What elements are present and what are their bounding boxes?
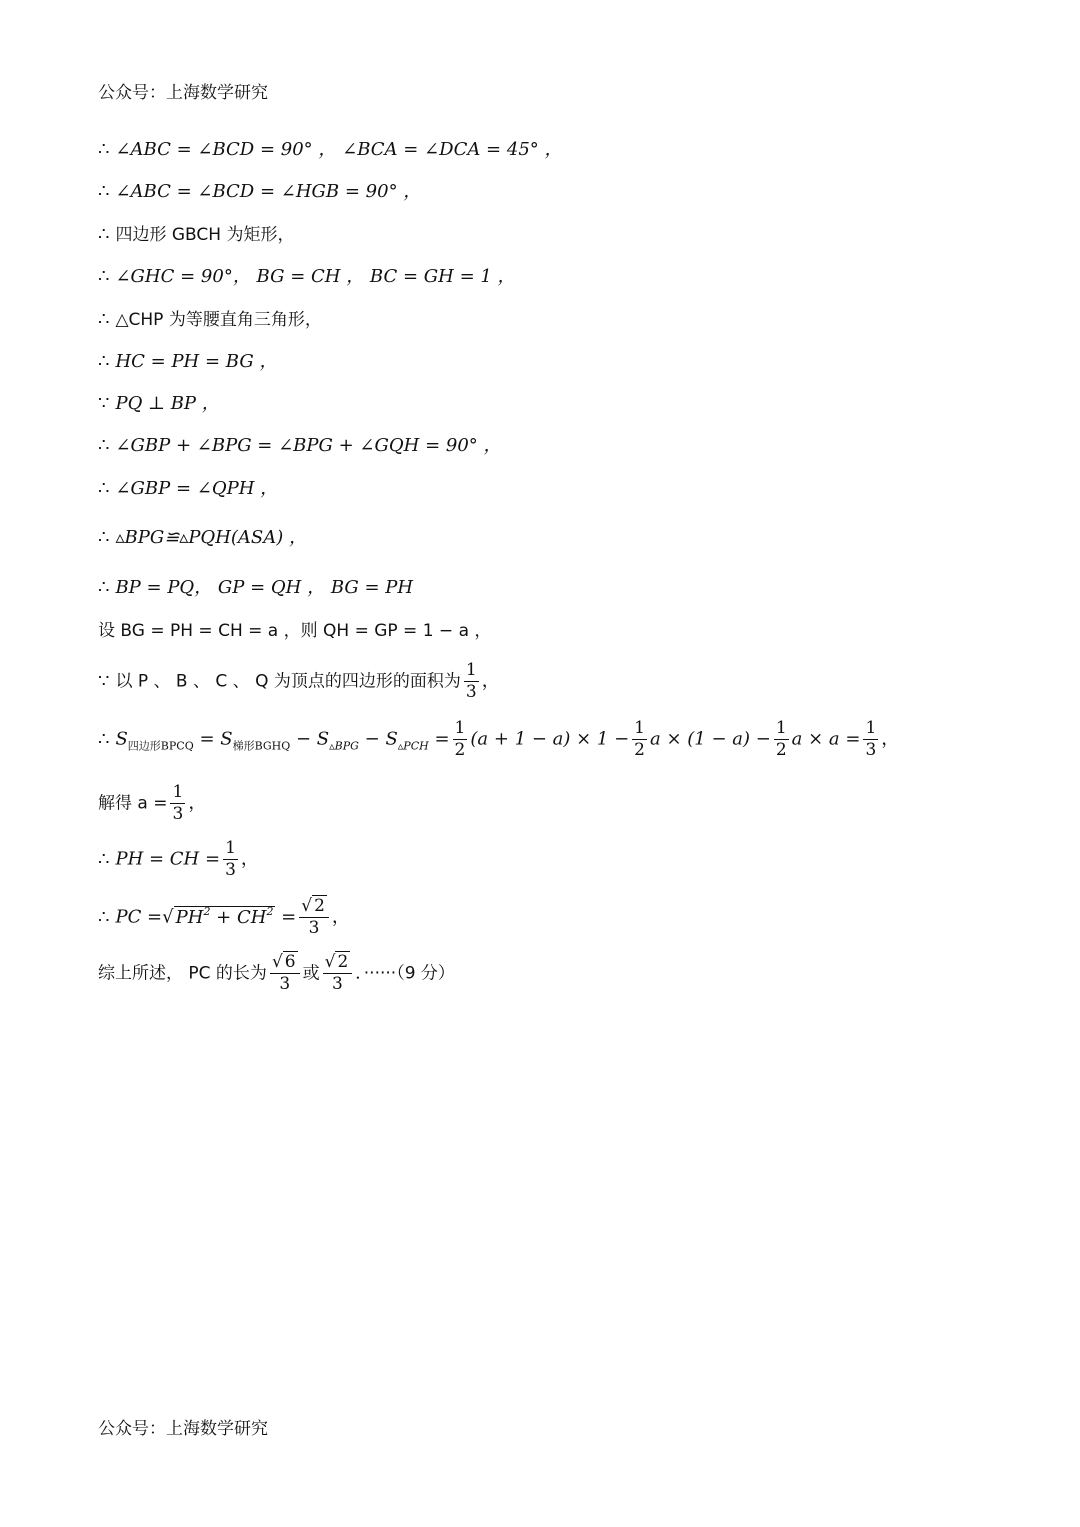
fraction-denominator: 3: [465, 682, 477, 702]
therefore-symbol: ∴: [98, 906, 110, 928]
fraction-denominator: 3: [865, 740, 877, 760]
step-text: ▵BPG≌▵PQH(ASA) ，: [115, 527, 307, 548]
step-9: [98, 477, 278, 501]
fraction-numerator: [323, 952, 353, 974]
radicand: [174, 906, 276, 928]
step-16: [98, 838, 259, 881]
therefore-symbol: ∴: [98, 848, 110, 870]
area-symbol: S: [115, 728, 128, 750]
fraction-denominator: 3: [308, 918, 320, 938]
therefore-symbol: ∴: [98, 478, 110, 499]
step-1: [98, 138, 563, 162]
fraction-numerator: 1: [225, 838, 236, 858]
area-subscript: ▵PCH: [397, 739, 429, 753]
therefore-symbol: ∴: [98, 577, 110, 598]
fraction: [464, 660, 479, 703]
page-footer: 公众号：上海数学研究: [98, 1419, 268, 1439]
fraction: [453, 718, 468, 761]
fraction-numerator: 1: [775, 718, 787, 738]
exponent: 2: [266, 904, 274, 918]
fraction: [299, 896, 329, 939]
fraction-numerator: 1: [454, 718, 466, 738]
step-5: [98, 308, 322, 332]
expression: a × a =: [791, 728, 861, 750]
step-text: △CHP 为等腰直角三角形，: [115, 310, 322, 330]
fraction-numerator: 1: [865, 718, 877, 738]
fraction-denominator: 3: [332, 974, 343, 994]
page-header: 公众号：上海数学研究: [98, 83, 268, 103]
fraction-denominator: 3: [279, 974, 291, 994]
step-14: [98, 718, 899, 761]
area-subscript: 四边形BPCQ: [127, 739, 194, 753]
fraction: [323, 952, 353, 995]
radicand-term: PH: [175, 906, 204, 928]
fraction: [863, 718, 878, 761]
radicand-term: + CH: [210, 906, 267, 928]
step-17: [98, 896, 350, 939]
step-text: PH = CH =: [115, 848, 221, 870]
step-13: [98, 660, 500, 703]
fraction-denominator: 3: [225, 860, 236, 880]
step-text-end: ，: [188, 792, 207, 814]
step-text-end: ，: [881, 728, 900, 750]
area-symbol: − S: [358, 728, 398, 750]
area-subscript: 梯形BGHQ: [232, 739, 291, 753]
therefore-symbol: ∴: [98, 139, 110, 160]
step-8: [98, 434, 502, 458]
radical-sign: √: [271, 952, 283, 972]
step-text-end: ，: [240, 848, 259, 870]
step-text: 解得 a =: [98, 793, 168, 814]
fraction-numerator: [270, 952, 300, 974]
step-text: PC =: [115, 906, 163, 928]
expression: a × (1 − a) −: [649, 728, 771, 750]
area-subscript: ▵BPG: [329, 739, 359, 753]
therefore-symbol: ∴: [98, 728, 110, 750]
fraction-denominator: 2: [775, 740, 787, 760]
step-text: 设 BG = PH = CH = a ，则 QH = GP = 1 − a ，: [98, 621, 492, 641]
therefore-symbol: ∴: [98, 181, 110, 202]
fraction-numerator: 1: [465, 660, 477, 680]
step-6: [98, 350, 277, 374]
fraction-denominator: 3: [172, 804, 184, 824]
therefore-symbol: ∴: [98, 266, 110, 287]
step-text: ∠GBP = ∠QPH ，: [115, 478, 279, 499]
step-12: [98, 619, 491, 643]
therefore-symbol: ∴: [98, 224, 110, 245]
fraction-denominator: 2: [634, 740, 645, 760]
fraction-denominator: 2: [454, 740, 466, 760]
step-text: PQ ⊥ BP ，: [115, 393, 220, 414]
radicand: 2: [337, 952, 349, 972]
fraction: [223, 838, 238, 881]
expression: (a + 1 − a) × 1 −: [470, 728, 630, 750]
equals-sign: =: [275, 906, 297, 928]
step-text: HC = PH = BG ，: [115, 351, 278, 372]
fraction: [774, 718, 789, 761]
radical-sign: √: [301, 896, 313, 916]
therefore-symbol: ∴: [98, 527, 110, 548]
fraction: [270, 952, 300, 995]
fraction: [170, 782, 185, 825]
because-symbol: ∵: [98, 393, 110, 414]
step-text: ∠ABC = ∠BCD = 90° ， ∠BCA = ∠DCA = 45° ，: [115, 139, 563, 160]
step-15: [98, 782, 206, 825]
step-text: ．······（9 分）: [355, 963, 455, 984]
area-symbol: = S: [193, 728, 233, 750]
step-10: [98, 526, 307, 550]
radicand: 2: [314, 896, 325, 916]
step-text: 以 P 、 B 、 C 、 Q 为顶点的四边形的面积为: [115, 671, 461, 692]
radical-sign: √: [324, 952, 336, 972]
step-text-end: ，: [481, 670, 500, 692]
step-text: 综上所述， PC 的长为: [98, 963, 267, 984]
area-symbol: − S: [290, 728, 330, 750]
step-7: [98, 392, 220, 416]
step-18: [98, 952, 455, 995]
step-text: ∠GBP + ∠BPG = ∠BPG + ∠GQH = 90° ，: [115, 435, 502, 456]
radical-sign: √: [162, 906, 174, 928]
equals-sign: =: [428, 728, 450, 750]
therefore-symbol: ∴: [98, 309, 110, 330]
exponent: 2: [203, 904, 211, 918]
fraction: [632, 718, 647, 761]
therefore-symbol: ∴: [98, 351, 110, 372]
step-text: 四边形 GBCH 为矩形，: [115, 225, 295, 245]
therefore-symbol: ∴: [98, 435, 110, 456]
step-text: ∠GHC = 90°， BG = CH ， BC = GH = 1 ，: [115, 266, 516, 287]
because-symbol: ∵: [98, 670, 110, 692]
step-text: ∠ABC = ∠BCD = ∠HGB = 90° ，: [115, 181, 422, 202]
step-3: [98, 223, 294, 247]
step-11: [98, 576, 413, 600]
fraction-numerator: [299, 896, 329, 918]
step-4: [98, 265, 516, 289]
fraction-numerator: 1: [634, 718, 645, 738]
step-text: 或: [302, 963, 320, 984]
radicand: 6: [284, 952, 296, 972]
fraction-numerator: 1: [172, 782, 184, 802]
step-2: [98, 180, 421, 204]
step-text-end: ，: [331, 906, 350, 928]
step-text: BP = PQ， GP = QH ， BG = PH: [115, 577, 414, 598]
